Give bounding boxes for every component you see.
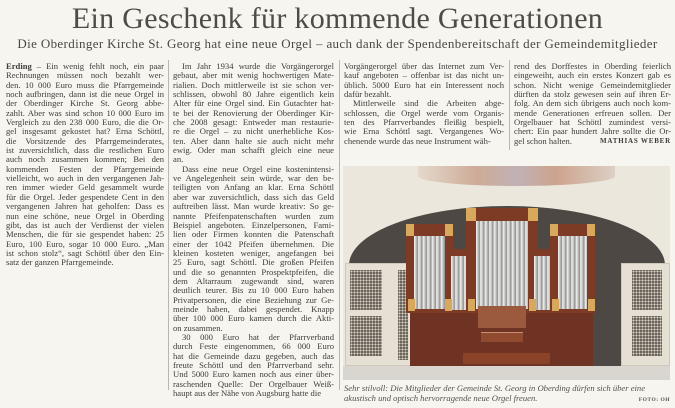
organ-console [478,306,526,328]
line-text: Vorgängerorgel über das Internet zum Ver- [344,61,504,71]
line-text: schlossen, die Orgel werde vom Organis- [344,107,504,118]
line-text: aber war zuversichtlich, dass sich das Geld [173,191,334,202]
line-text: zahlt. Aber was sind schon 10 000 Euro im [6,107,164,118]
article-column-1 [6,62,164,268]
column-divider [168,60,169,390]
headline: Ein Geschenk für kommende Generationen [71,2,604,35]
line-text: hat die Gemeinde dazu gegeben, auch das [173,350,334,361]
line-text: re die Orgel – zu nicht unerhebliche Kos- [173,126,334,137]
line-text: gebaut, aber mit wenig hochwertigen Mate- [173,70,334,81]
line-text: Und 5000 Euro kamen noch aus einer über- [173,369,334,380]
gold-ornament [468,299,475,311]
line-text: ist zuversichtlich, dass die restlichen Euro [6,145,164,156]
line-text: meinde haben, dabei gespendet. Knapp [173,303,334,314]
line-text: folg. An dem sich übrigens auch noch kom- [514,98,671,109]
line-text: Vergleich zu den 238 000 Euro, die die Or- [6,117,164,128]
line-text: kommenden Festen der Pfarrgemeinde [6,163,164,174]
line-text: auftreiben lässt. Man wurde kreativ: So ge- [173,201,334,212]
line-text: 30 000 Euro hat der Pfarrverband [182,331,334,342]
organ-keyboard [481,332,523,342]
line-text: satz der ganzen Pfarrgemeinde. [6,257,114,268]
line-text: chenende wurde das neue Instrument wäh- [344,135,491,146]
line-text: Dass eine neue Orgel eine kostenintensi- [182,163,334,174]
line-text: nun eine schöne, neue Orgel in Oberding [6,210,164,221]
line-text: eingeweiht, auch ein erstes Konzert gab es [514,70,671,81]
line-text: über 100 000 Euro kamen durch die Akti- [173,313,334,324]
column-divider [509,60,510,150]
line-text: raschenden Quelle: Der Orgelbauer Weiß- [173,378,334,389]
line-text: rialien. Doch mittlerweile ist sie schon ver- [173,79,334,90]
gold-ornament [587,224,595,236]
text-line [6,258,164,267]
author-byline: MATHIAS WEBER [599,136,671,145]
line-text: lien oder Firmen konnten die Patenschaft [173,229,334,240]
caption-text: Sehr stilvoll: Die Mitglieder der Gemeinde St. Georg in Oberding dürfen sich über eine akustisch und optisch hervorragende neue Orgel freuen. [344,383,646,403]
line-text: auch noch zusammen kommen; Bei den [6,154,164,165]
line-text: 25 Euro, sagt Schöttl. Die großen Pfeifen [173,257,334,268]
organ-pipes [558,236,587,309]
line-text: haupt aus der Nähe von Augsburg hatte die [173,388,322,399]
line-text: dürften da stolz gewesen sein auf ihren Er- [514,89,671,100]
text-line [173,389,334,398]
line-text: ten des Pfarrverbandes fleißig bespielt, [344,117,504,128]
line-text: dem Altarraum zugewandt sind, waren [173,275,334,286]
line-text: dafür bezahlt. [344,89,392,100]
line-text: durch Feste eingenommen, 66 000 Euro [173,341,334,352]
line-text: Im Jahr 1934 wurde die Vorgängerorgel [182,61,334,71]
line-text: Rechnungen müssen noch bezahlt wer- [6,70,164,81]
line-text: und die so genannten Prospektpfeifen, die [173,266,334,277]
gallery-floor [343,366,670,380]
gold-ornament [445,299,452,311]
line-text: Menschen, die für sie gespendet haben: 25 [6,229,164,240]
line-text: chert: Ein paar hundert Jahre sollte die Or- [514,126,671,137]
text-line [344,137,504,146]
line-text: ten. Aber dann halte sie auch nicht mehr [173,135,334,146]
article-column-3 [344,62,504,146]
gold-ornament [550,224,558,236]
line-text: ve Angelegenheit sein würde, war den be- [173,173,334,184]
line-text: on zusammen. [173,322,223,333]
line-text: nannte Pfeifenpatenschaften wurden zum [173,210,334,221]
gold-ornament [529,299,536,311]
gold-ornament [408,299,415,311]
line-text: te bei der Renovierung der Oberdinger Kir- [173,107,334,118]
line-text: die Vorsitzende des Pfarrgemeinderates, [6,135,164,146]
line-text: Beispiel angeboten. Einzelpersonen, Fami- [173,219,334,230]
line-text: ren immer wieder Geld gesammelt wurde [6,182,164,193]
dateline: Erding [6,61,32,71]
line-text: gel schon halten. [514,135,572,146]
article-column-2 [173,62,334,398]
line-text: Euro, 100 Euro, sogar 10 000 Euro. „Man [6,238,164,249]
ceiling-fresco [418,166,615,186]
line-text: für die Orgel. Jeder gespendete Cent in den [6,191,164,202]
line-text: vielleicht, wo auch in den vergangenen Jah- [6,173,164,184]
line-text: che 2008 gesagt: Entweder man restaurie- [173,117,334,128]
lattice-panel [350,270,382,310]
line-text: gel insgesamt gekostet hat? Erna Schöttl, [6,126,164,137]
lattice-panel [350,316,382,356]
line-text: den. 10 000 Euro muss die Pfarrgemeinde [6,79,164,90]
line-text: freute Schöttl und den Pfarrverband sehr. [173,360,334,370]
line-text: der Oberdinger Kirche St. Georg abbe- [6,98,164,109]
line-text: ist schon stolz“, sagt Schöttl über den Ein- [6,247,164,258]
line-text: kleinen kosteten weniger, angefangen bei [173,247,334,258]
article-column-4 [514,62,671,146]
line-text: deutlich teurer. Bis zu 10 000 Euro haben [173,285,334,296]
organ-bench [463,353,550,364]
line-text: ewig. Oder man schafft gleich eine neue [173,145,334,156]
gold-ornament [552,299,559,311]
line-text: Mittlerweile sind die Arbeiten abge- [353,98,504,109]
line-text: schlissen, obwohl 80 Jahre eigentlich kein [173,89,334,100]
line-text: an. [173,154,184,165]
line-text: wie Erna Schöttl sagt. Vergangenes Wo- [344,126,504,137]
line-text: Orgelbauer hat Schöttl zumindest versi- [514,117,671,128]
organ-photo [343,166,670,380]
lattice-panel [632,316,662,356]
gold-ornament [588,299,595,311]
photo-caption [344,383,670,405]
line-text: – Ein wenig fehlt noch, ein paar [31,61,164,71]
text-line [514,137,671,146]
subheadline: Die Oberdinger Kirche St. Georg hat eine neue Orgel – auch dank der Spendenbereitschaft der Gemeindemitglieder [17,36,658,51]
line-text: gibt, das ist auch der Verdienst der vielen [6,219,164,230]
line-text: noch aufbringen, dann ist die neue Orgel in [6,89,164,100]
gold-ornament [406,224,414,236]
line-text: mende Generationen erfreuen sollen. Der [514,107,671,118]
line-text: teiligten von Anfang an klar. Erna Schöttl [173,182,334,193]
line-text: kauf angeboten – offenbar ist das nicht un- [344,70,504,81]
text-line [173,146,334,155]
line-text: rend des Dorffestes in Oberding feierlich [514,61,671,71]
organ-pipes [476,221,528,309]
column-divider [339,60,340,390]
organ-pipes [414,236,445,309]
gold-ornament [528,208,538,221]
line-text: üblich. 5000 Euro hat ein Interessent noch [344,79,504,90]
lattice-panel [632,270,662,310]
gold-ornament [445,224,453,236]
line-text: schon. Nicht wenige Gemeindemitglieder [514,79,671,90]
line-text: vergangenen Jahren hat geholfen: Dass es [6,201,164,212]
photo-credit: FOTO: OH [638,397,670,403]
gold-ornament [466,208,476,221]
line-text: Privatpersonen, die eine Beziehung zur Ge- [173,294,334,305]
line-text: einer der 1042 Pfeifen übernehmen. Die [173,238,334,249]
line-text: Alter für eine Orgel sind. Ein Gutachter hat- [173,98,334,109]
